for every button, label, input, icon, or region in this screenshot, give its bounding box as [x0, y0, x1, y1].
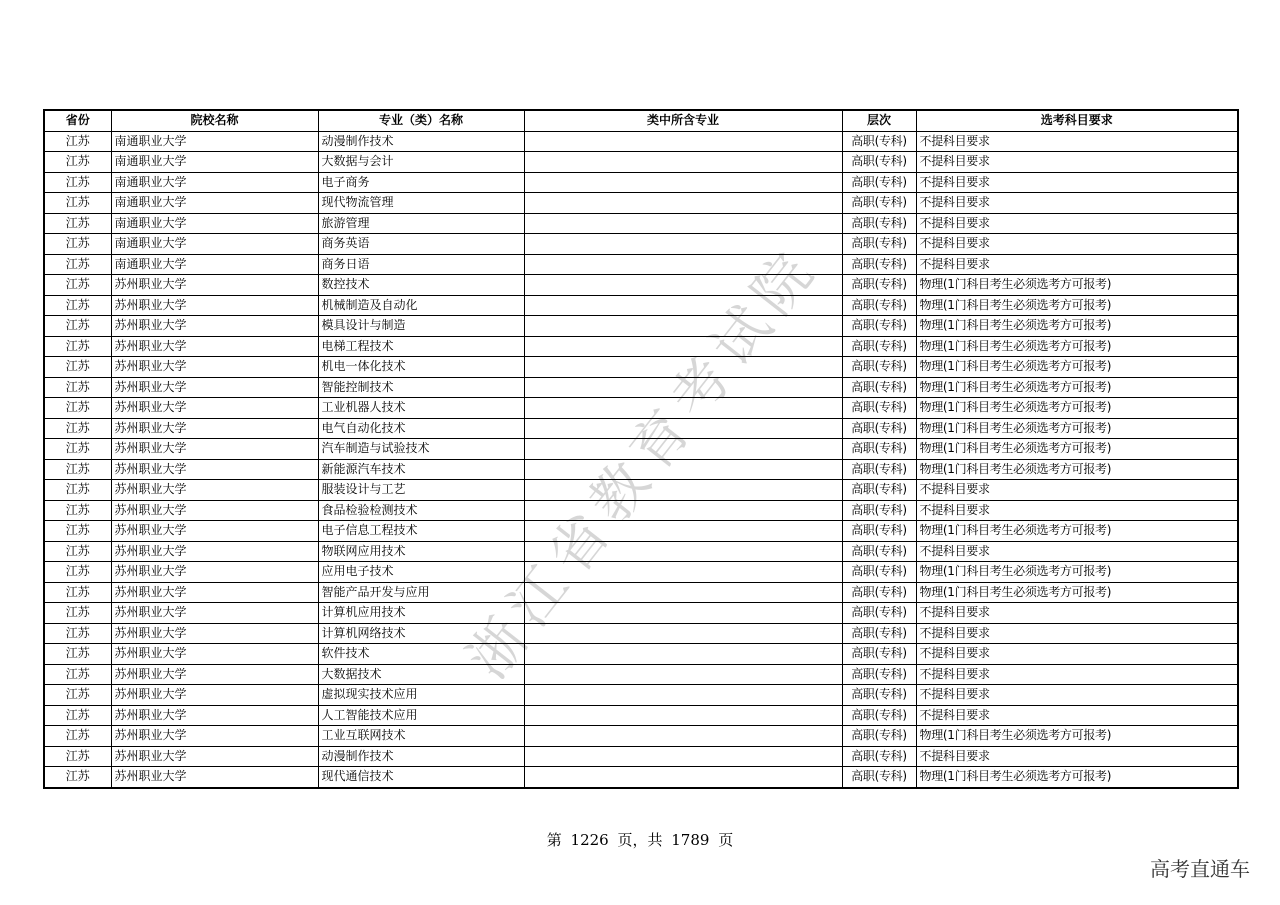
cell-included-majors	[524, 705, 842, 726]
table-row	[44, 439, 1238, 460]
cell-major: 虚拟现实技术应用	[318, 685, 524, 706]
header-included-majors: 类中所含专业	[524, 110, 842, 131]
cell-included-majors	[524, 746, 842, 767]
cell-included-majors	[524, 377, 842, 398]
cell-major: 食品检验检测技术	[318, 500, 524, 521]
cell-subject-requirement: 不提科目要求	[916, 234, 1238, 255]
cell-province: 江苏	[44, 623, 111, 644]
cell-major: 软件技术	[318, 644, 524, 665]
table-row	[44, 664, 1238, 685]
major-requirements-table	[43, 109, 1239, 789]
cell-school: 苏州职业大学	[111, 398, 318, 419]
cell-level: 高职(专科)	[842, 275, 916, 296]
cell-included-majors	[524, 664, 842, 685]
cell-included-majors	[524, 726, 842, 747]
cell-subject-requirement: 不提科目要求	[916, 131, 1238, 152]
cell-province: 江苏	[44, 644, 111, 665]
header-major: 专业（类）名称	[318, 110, 524, 131]
cell-subject-requirement: 不提科目要求	[916, 213, 1238, 234]
cell-school: 南通职业大学	[111, 172, 318, 193]
table-row	[44, 295, 1238, 316]
cell-level: 高职(专科)	[842, 377, 916, 398]
table-row	[44, 480, 1238, 501]
cell-subject-requirement: 不提科目要求	[916, 664, 1238, 685]
table-row	[44, 234, 1238, 255]
table-row	[44, 521, 1238, 542]
cell-included-majors	[524, 193, 842, 214]
cell-subject-requirement: 物理(1门科目考生必须选考方可报考)	[916, 767, 1238, 788]
cell-subject-requirement: 物理(1门科目考生必须选考方可报考)	[916, 398, 1238, 419]
cell-level: 高职(专科)	[842, 562, 916, 583]
cell-subject-requirement: 物理(1门科目考生必须选考方可报考)	[916, 521, 1238, 542]
cell-level: 高职(专科)	[842, 664, 916, 685]
cell-province: 江苏	[44, 275, 111, 296]
cell-major: 模具设计与制造	[318, 316, 524, 337]
cell-school: 苏州职业大学	[111, 767, 318, 788]
cell-school: 苏州职业大学	[111, 459, 318, 480]
cell-major: 计算机应用技术	[318, 603, 524, 624]
table-row	[44, 541, 1238, 562]
cell-province: 江苏	[44, 685, 111, 706]
cell-subject-requirement: 物理(1门科目考生必须选考方可报考)	[916, 295, 1238, 316]
table-row	[44, 623, 1238, 644]
cell-subject-requirement: 不提科目要求	[916, 152, 1238, 173]
cell-included-majors	[524, 685, 842, 706]
cell-subject-requirement: 物理(1门科目考生必须选考方可报考)	[916, 726, 1238, 747]
table-container	[43, 109, 1239, 789]
cell-major: 商务英语	[318, 234, 524, 255]
cell-level: 高职(专科)	[842, 439, 916, 460]
cell-province: 江苏	[44, 726, 111, 747]
cell-subject-requirement: 不提科目要求	[916, 746, 1238, 767]
table-row	[44, 562, 1238, 583]
cell-major: 电子商务	[318, 172, 524, 193]
cell-school: 南通职业大学	[111, 234, 318, 255]
cell-subject-requirement: 不提科目要求	[916, 480, 1238, 501]
cell-level: 高职(专科)	[842, 213, 916, 234]
cell-level: 高职(专科)	[842, 685, 916, 706]
cell-subject-requirement: 物理(1门科目考生必须选考方可报考)	[916, 439, 1238, 460]
cell-level: 高职(专科)	[842, 521, 916, 542]
cell-included-majors	[524, 295, 842, 316]
cell-level: 高职(专科)	[842, 459, 916, 480]
cell-included-majors	[524, 562, 842, 583]
cell-level: 高职(专科)	[842, 418, 916, 439]
cell-level: 高职(专科)	[842, 398, 916, 419]
cell-subject-requirement: 物理(1门科目考生必须选考方可报考)	[916, 357, 1238, 378]
cell-included-majors	[524, 275, 842, 296]
table-row	[44, 316, 1238, 337]
cell-province: 江苏	[44, 316, 111, 337]
cell-level: 高职(专科)	[842, 644, 916, 665]
cell-included-majors	[524, 234, 842, 255]
cell-province: 江苏	[44, 459, 111, 480]
cell-level: 高职(专科)	[842, 234, 916, 255]
cell-school: 苏州职业大学	[111, 582, 318, 603]
cell-school: 南通职业大学	[111, 254, 318, 275]
cell-included-majors	[524, 623, 842, 644]
cell-major: 动漫制作技术	[318, 131, 524, 152]
cell-major: 大数据与会计	[318, 152, 524, 173]
cell-school: 苏州职业大学	[111, 562, 318, 583]
cell-subject-requirement: 物理(1门科目考生必须选考方可报考)	[916, 582, 1238, 603]
table-row	[44, 500, 1238, 521]
table-row	[44, 459, 1238, 480]
table-row	[44, 418, 1238, 439]
cell-level: 高职(专科)	[842, 603, 916, 624]
cell-major: 电子信息工程技术	[318, 521, 524, 542]
cell-school: 苏州职业大学	[111, 521, 318, 542]
header-subject-requirement: 选考科目要求	[916, 110, 1238, 131]
table-row	[44, 336, 1238, 357]
cell-subject-requirement: 不提科目要求	[916, 500, 1238, 521]
cell-school: 苏州职业大学	[111, 644, 318, 665]
cell-included-majors	[524, 357, 842, 378]
cell-included-majors	[524, 172, 842, 193]
cell-school: 苏州职业大学	[111, 480, 318, 501]
cell-province: 江苏	[44, 705, 111, 726]
cell-included-majors	[524, 541, 842, 562]
table-row	[44, 254, 1238, 275]
cell-subject-requirement: 不提科目要求	[916, 685, 1238, 706]
header-province: 省份	[44, 110, 111, 131]
cell-school: 苏州职业大学	[111, 418, 318, 439]
cell-major: 工业机器人技术	[318, 398, 524, 419]
cell-school: 南通职业大学	[111, 152, 318, 173]
table-row	[44, 582, 1238, 603]
cell-included-majors	[524, 439, 842, 460]
cell-school: 苏州职业大学	[111, 685, 318, 706]
cell-level: 高职(专科)	[842, 746, 916, 767]
cell-school: 苏州职业大学	[111, 439, 318, 460]
table-row	[44, 131, 1238, 152]
cell-included-majors	[524, 480, 842, 501]
cell-province: 江苏	[44, 541, 111, 562]
cell-province: 江苏	[44, 336, 111, 357]
cell-included-majors	[524, 213, 842, 234]
table-row	[44, 357, 1238, 378]
cell-major: 智能控制技术	[318, 377, 524, 398]
cell-province: 江苏	[44, 234, 111, 255]
table-body	[44, 131, 1238, 788]
cell-school: 苏州职业大学	[111, 275, 318, 296]
cell-province: 江苏	[44, 131, 111, 152]
cell-major: 商务日语	[318, 254, 524, 275]
cell-included-majors	[524, 767, 842, 788]
table-row	[44, 213, 1238, 234]
cell-province: 江苏	[44, 254, 111, 275]
cell-level: 高职(专科)	[842, 582, 916, 603]
cell-level: 高职(专科)	[842, 623, 916, 644]
cell-major: 电气自动化技术	[318, 418, 524, 439]
cell-province: 江苏	[44, 377, 111, 398]
cell-major: 机电一体化技术	[318, 357, 524, 378]
table-row	[44, 398, 1238, 419]
cell-level: 高职(专科)	[842, 767, 916, 788]
cell-province: 江苏	[44, 172, 111, 193]
table-row	[44, 377, 1238, 398]
cell-included-majors	[524, 644, 842, 665]
cell-level: 高职(专科)	[842, 254, 916, 275]
cell-province: 江苏	[44, 562, 111, 583]
cell-level: 高职(专科)	[842, 500, 916, 521]
cell-major: 计算机网络技术	[318, 623, 524, 644]
table-row	[44, 644, 1238, 665]
cell-province: 江苏	[44, 295, 111, 316]
cell-included-majors	[524, 603, 842, 624]
table-row	[44, 152, 1238, 173]
brand-watermark: 高考直通车	[1150, 857, 1250, 881]
cell-subject-requirement: 不提科目要求	[916, 644, 1238, 665]
cell-school: 苏州职业大学	[111, 316, 318, 337]
cell-major: 物联网应用技术	[318, 541, 524, 562]
cell-school: 南通职业大学	[111, 213, 318, 234]
table-row	[44, 172, 1238, 193]
table-row	[44, 603, 1238, 624]
cell-province: 江苏	[44, 398, 111, 419]
cell-major: 应用电子技术	[318, 562, 524, 583]
cell-school: 苏州职业大学	[111, 726, 318, 747]
cell-school: 苏州职业大学	[111, 357, 318, 378]
cell-province: 江苏	[44, 213, 111, 234]
cell-major: 旅游管理	[318, 213, 524, 234]
cell-included-majors	[524, 254, 842, 275]
cell-level: 高职(专科)	[842, 480, 916, 501]
header-school: 院校名称	[111, 110, 318, 131]
table-row	[44, 685, 1238, 706]
cell-major: 现代通信技术	[318, 767, 524, 788]
cell-level: 高职(专科)	[842, 152, 916, 173]
watermark: 浙江省教育考试院	[455, 234, 832, 691]
cell-subject-requirement: 不提科目要求	[916, 193, 1238, 214]
table-row	[44, 193, 1238, 214]
cell-province: 江苏	[44, 746, 111, 767]
cell-included-majors	[524, 459, 842, 480]
cell-province: 江苏	[44, 521, 111, 542]
header-level: 层次	[842, 110, 916, 131]
cell-province: 江苏	[44, 603, 111, 624]
cell-level: 高职(专科)	[842, 193, 916, 214]
cell-included-majors	[524, 152, 842, 173]
cell-major: 机械制造及自动化	[318, 295, 524, 316]
cell-school: 苏州职业大学	[111, 623, 318, 644]
cell-included-majors	[524, 398, 842, 419]
cell-school: 苏州职业大学	[111, 295, 318, 316]
cell-province: 江苏	[44, 152, 111, 173]
cell-province: 江苏	[44, 767, 111, 788]
cell-level: 高职(专科)	[842, 295, 916, 316]
page-number: 第 1226 页，共 1789 页	[546, 831, 734, 849]
cell-subject-requirement: 物理(1门科目考生必须选考方可报考)	[916, 275, 1238, 296]
cell-province: 江苏	[44, 193, 111, 214]
cell-major: 服装设计与工艺	[318, 480, 524, 501]
cell-included-majors	[524, 316, 842, 337]
table-row	[44, 705, 1238, 726]
cell-included-majors	[524, 521, 842, 542]
table-row	[44, 746, 1238, 767]
cell-subject-requirement: 物理(1门科目考生必须选考方可报考)	[916, 377, 1238, 398]
cell-major: 动漫制作技术	[318, 746, 524, 767]
cell-major: 智能产品开发与应用	[318, 582, 524, 603]
cell-major: 大数据技术	[318, 664, 524, 685]
cell-province: 江苏	[44, 418, 111, 439]
cell-major: 电梯工程技术	[318, 336, 524, 357]
cell-included-majors	[524, 336, 842, 357]
cell-school: 苏州职业大学	[111, 705, 318, 726]
cell-school: 苏州职业大学	[111, 603, 318, 624]
cell-major: 人工智能技术应用	[318, 705, 524, 726]
cell-province: 江苏	[44, 664, 111, 685]
cell-province: 江苏	[44, 480, 111, 501]
cell-major: 工业互联网技术	[318, 726, 524, 747]
cell-major: 现代物流管理	[318, 193, 524, 214]
cell-level: 高职(专科)	[842, 357, 916, 378]
cell-level: 高职(专科)	[842, 131, 916, 152]
table-row	[44, 726, 1238, 747]
cell-subject-requirement: 不提科目要求	[916, 172, 1238, 193]
cell-subject-requirement: 物理(1门科目考生必须选考方可报考)	[916, 459, 1238, 480]
cell-major: 新能源汽车技术	[318, 459, 524, 480]
cell-subject-requirement: 不提科目要求	[916, 603, 1238, 624]
cell-subject-requirement: 物理(1门科目考生必须选考方可报考)	[916, 316, 1238, 337]
cell-province: 江苏	[44, 500, 111, 521]
cell-school: 南通职业大学	[111, 131, 318, 152]
table-row	[44, 275, 1238, 296]
header-row	[44, 110, 1238, 131]
cell-subject-requirement: 不提科目要求	[916, 623, 1238, 644]
cell-school: 苏州职业大学	[111, 500, 318, 521]
cell-subject-requirement: 不提科目要求	[916, 254, 1238, 275]
cell-subject-requirement: 物理(1门科目考生必须选考方可报考)	[916, 418, 1238, 439]
cell-province: 江苏	[44, 439, 111, 460]
cell-major: 汽车制造与试验技术	[318, 439, 524, 460]
cell-level: 高职(专科)	[842, 336, 916, 357]
cell-major: 数控技术	[318, 275, 524, 296]
cell-level: 高职(专科)	[842, 705, 916, 726]
cell-included-majors	[524, 500, 842, 521]
cell-level: 高职(专科)	[842, 172, 916, 193]
cell-province: 江苏	[44, 582, 111, 603]
cell-level: 高职(专科)	[842, 541, 916, 562]
cell-included-majors	[524, 131, 842, 152]
cell-level: 高职(专科)	[842, 316, 916, 337]
cell-school: 苏州职业大学	[111, 336, 318, 357]
table-row	[44, 767, 1238, 788]
cell-province: 江苏	[44, 357, 111, 378]
cell-included-majors	[524, 418, 842, 439]
cell-included-majors	[524, 582, 842, 603]
cell-school: 苏州职业大学	[111, 746, 318, 767]
cell-subject-requirement: 物理(1门科目考生必须选考方可报考)	[916, 562, 1238, 583]
cell-school: 苏州职业大学	[111, 541, 318, 562]
cell-school: 苏州职业大学	[111, 377, 318, 398]
cell-subject-requirement: 物理(1门科目考生必须选考方可报考)	[916, 336, 1238, 357]
cell-school: 南通职业大学	[111, 193, 318, 214]
cell-subject-requirement: 不提科目要求	[916, 541, 1238, 562]
cell-school: 苏州职业大学	[111, 664, 318, 685]
cell-subject-requirement: 不提科目要求	[916, 705, 1238, 726]
cell-level: 高职(专科)	[842, 726, 916, 747]
